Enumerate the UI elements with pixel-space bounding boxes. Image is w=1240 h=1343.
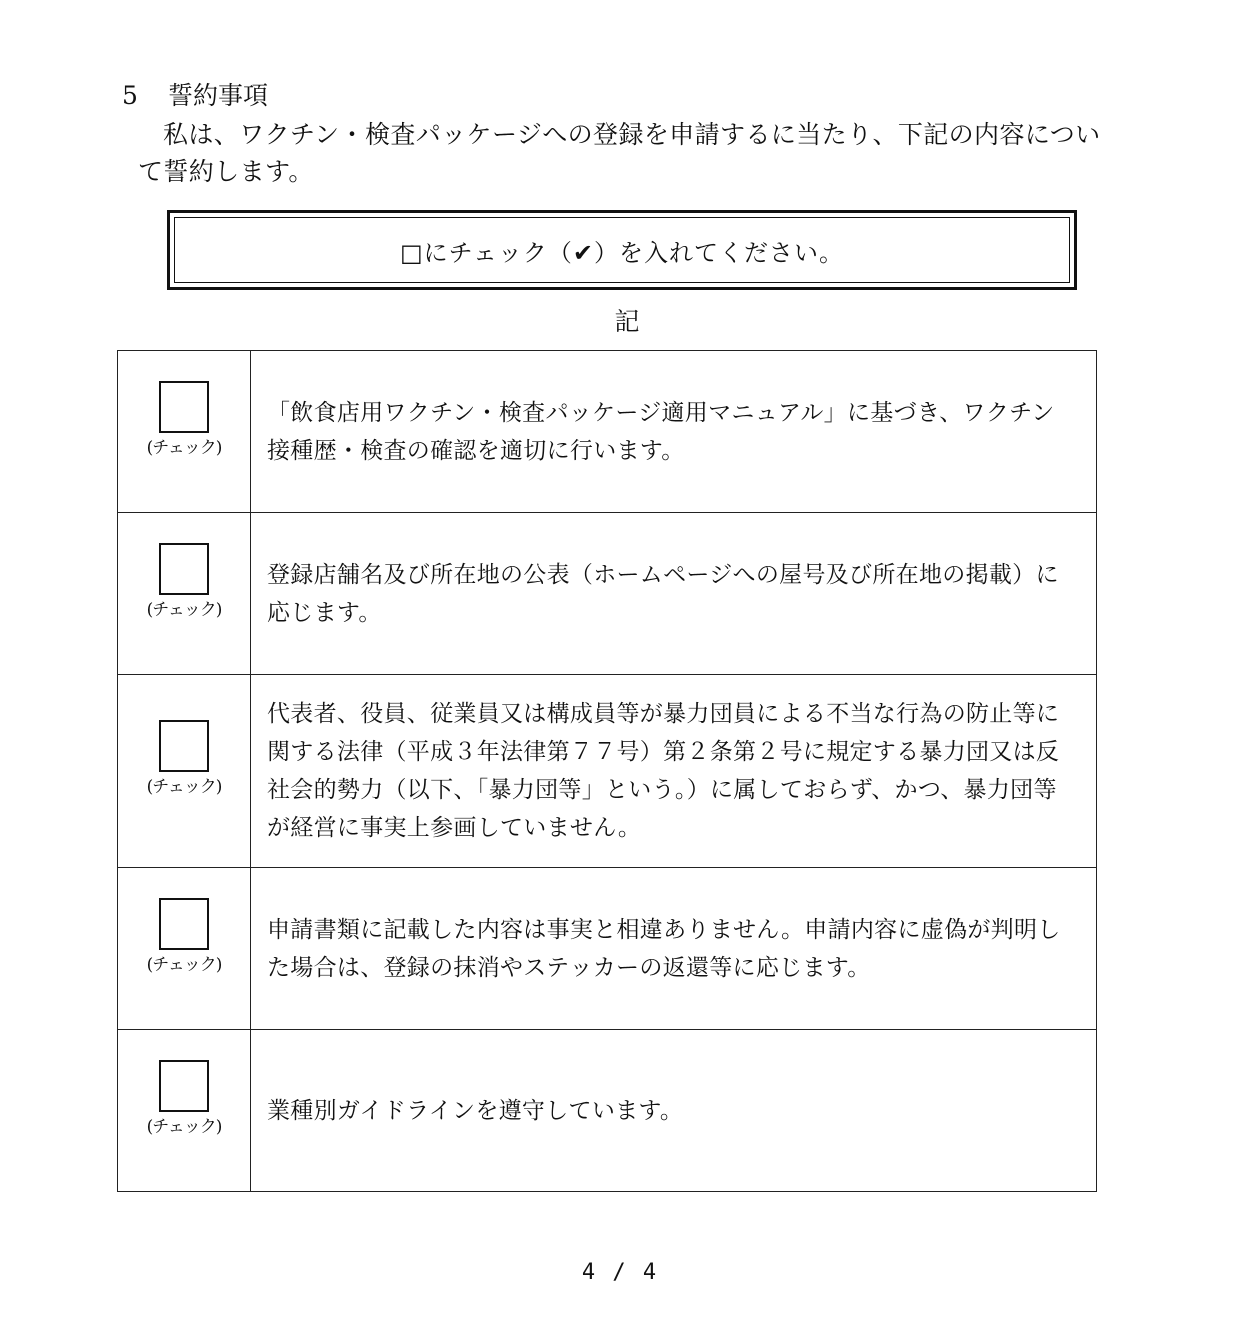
pledge-checkbox-1[interactable]	[159, 381, 209, 433]
check-label: (チェック)	[146, 599, 222, 620]
check-label: (チェック)	[146, 437, 222, 458]
pledge-text: 「飲食店用ワクチン・検査パッケージ適用マニュアル」に基づき、ワクチン接種歴・検査の確認を適切に行います。	[251, 351, 1097, 513]
intro-paragraph: 私は、ワクチン・検査パッケージへの登録を申請するに当たり、下記の内容について誓約します。	[138, 120, 1101, 186]
pledge-checkbox-2[interactable]	[159, 543, 209, 595]
pledge-text: 登録店舗名及び所在地の公表（ホームページへの屋号及び所在地の掲載）に応じます。	[251, 513, 1097, 675]
pledge-checkbox-3[interactable]	[159, 720, 209, 772]
check-label: (チェック)	[146, 777, 222, 797]
section-number: 5	[122, 81, 138, 110]
check-label: (チェック)	[146, 954, 222, 975]
check-cell	[118, 1030, 251, 1192]
check-label: (チェック)	[146, 1116, 222, 1137]
check-cell	[118, 351, 251, 513]
ki-label: 記	[614, 307, 640, 336]
pledge-row	[118, 868, 1097, 1030]
pledge-row	[118, 1030, 1097, 1192]
section-title: 誓約事項	[168, 81, 269, 110]
pledge-text: 業種別ガイドラインを遵守しています。	[251, 1030, 1097, 1192]
pledge-row	[118, 513, 1097, 675]
pledge-row	[118, 351, 1097, 513]
pledge-text: 代表者、役員、従業員又は構成員等が暴力団員による不当な行為の防止等に関する法律（平成３年法律第７７号）第２条第２号に規定する暴力団又は反社会的勢力（以下、「暴力団等」という。）に属しておらず、かつ、暴力団等が経営に事実上参画していません。	[251, 675, 1097, 868]
check-cell	[118, 513, 251, 675]
pledge-row	[118, 675, 1097, 868]
notice-box	[167, 210, 1077, 290]
section-heading	[122, 78, 268, 114]
notice-text: □にチェック（✔）を入れてください。	[174, 217, 1070, 283]
check-cell	[118, 868, 251, 1030]
pledge-table	[117, 350, 1097, 1192]
pledge-checkbox-5[interactable]	[159, 1060, 209, 1112]
pledge-checkbox-4[interactable]	[159, 898, 209, 950]
check-cell	[118, 675, 251, 868]
page-number: 4 / 4	[581, 1260, 659, 1285]
pledge-text: 申請書類に記載した内容は事実と相違ありません。申請内容に虚偽が判明した場合は、登録の抹消やステッカーの返還等に応じます。	[251, 868, 1097, 1030]
